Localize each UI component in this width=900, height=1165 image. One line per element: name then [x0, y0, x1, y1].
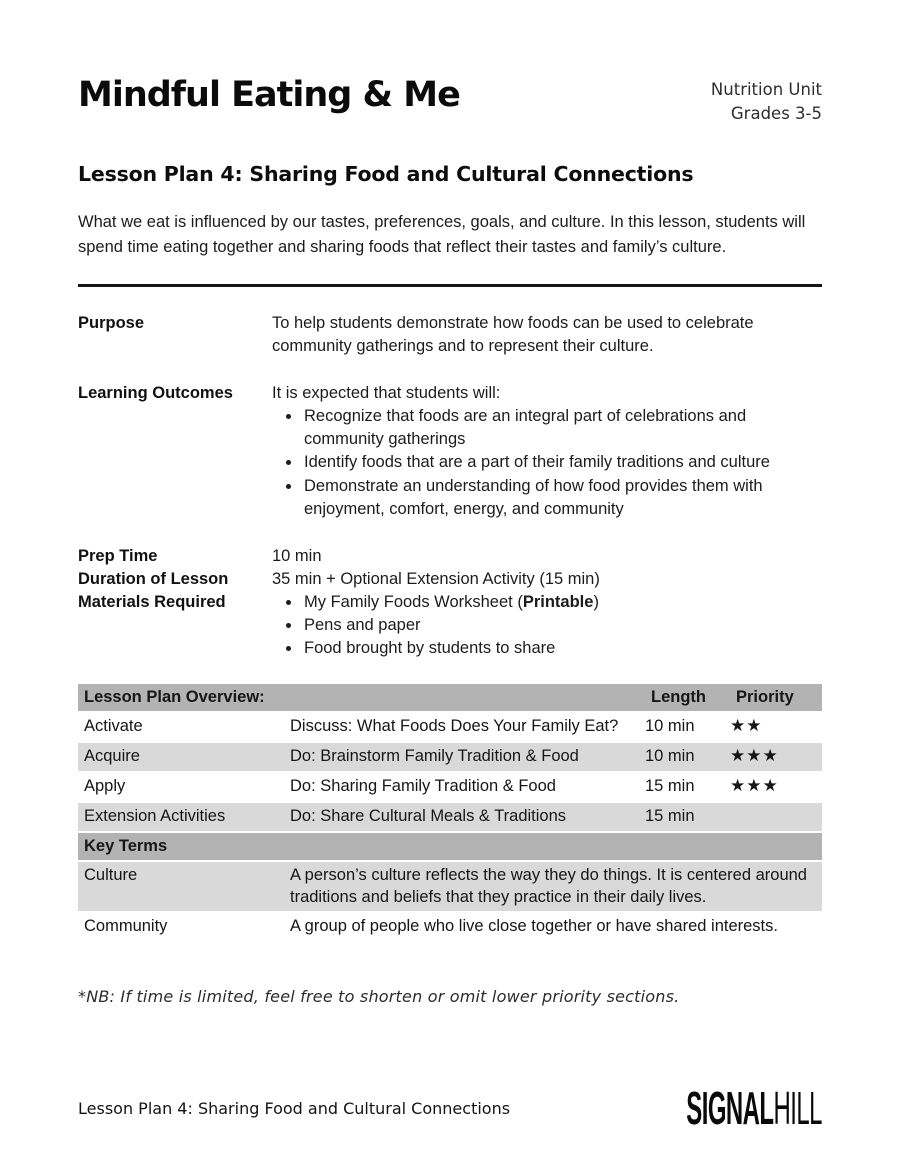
- divider: [78, 284, 822, 287]
- logo-text-signal: SIGNAL: [686, 1082, 774, 1134]
- key-terms-header-row: [78, 832, 822, 861]
- table-row: [78, 772, 822, 802]
- logo-text-hill: HILL: [773, 1082, 822, 1134]
- priority-stars: ★★: [730, 712, 822, 742]
- material-item-text: ): [593, 592, 599, 611]
- footer-title: Lesson Plan 4: Sharing Food and Cultural Connections: [78, 1098, 511, 1118]
- priority-stars: ★★★: [730, 772, 822, 802]
- activity-cell: Do: Share Cultural Meals & Traditions: [290, 802, 645, 831]
- outcome-item: • Identify foods that are a part of their family traditions and culture: [302, 451, 822, 474]
- outcomes-list: [272, 405, 822, 520]
- duration-row: [78, 568, 822, 591]
- material-item: [302, 591, 822, 614]
- grade-range: Grades 3-5: [730, 103, 822, 123]
- materials-value: [272, 591, 822, 660]
- prep-time-row: [78, 545, 822, 568]
- activity-cell: Discuss: What Foods Does Your Family Eat?: [290, 712, 645, 742]
- duration-value: 35 min + Optional Extension Activity (15 min): [272, 569, 600, 588]
- term-row: [78, 861, 822, 913]
- unit-name: Nutrition Unit: [710, 80, 822, 99]
- priority-stars: ★★★: [730, 742, 822, 772]
- table-header-row: [78, 684, 822, 712]
- length-cell: 15 min: [645, 802, 730, 831]
- activity-cell: Do: Brainstorm Family Tradition & Food: [290, 742, 645, 772]
- signal-hill-logo: [686, 1082, 822, 1134]
- unit-meta: [711, 76, 822, 126]
- length-cell: 10 min: [645, 712, 730, 742]
- definition-cell: A group of people who live close together or have shared interests.: [290, 912, 822, 941]
- length-cell: 10 min: [645, 742, 730, 772]
- definition-cell: A person’s culture reflects the way they do things. It is centered around traditions and beliefs that they practice in their daily lives.: [290, 861, 822, 913]
- nb-note: *NB: If time is limited, feel free to shorten or omit lower priority sections.: [78, 986, 680, 1006]
- doc-title: Mindful Eating & Me: [78, 75, 460, 115]
- purpose-label: Purpose: [78, 313, 145, 332]
- phase-cell: Activate: [78, 712, 290, 742]
- materials-label: Materials Required: [78, 592, 226, 611]
- term-row: [78, 912, 822, 941]
- masthead: [78, 76, 822, 126]
- priority-header: Priority: [730, 684, 822, 712]
- learning-outcomes-label: Learning Outcomes: [78, 384, 233, 403]
- materials-row: [78, 591, 822, 660]
- outcomes-intro: It is expected that students will:: [272, 384, 501, 403]
- phase-cell: Apply: [78, 772, 290, 802]
- material-item-text: My Family Foods Worksheet (: [304, 592, 523, 611]
- outcome-item: • Recognize that foods are an integral part of celebrations and community gatherings: [302, 405, 822, 451]
- length-cell: 15 min: [645, 772, 730, 802]
- term-cell: Community: [78, 912, 290, 941]
- page-footer: [78, 1082, 822, 1134]
- prep-time-value: 10 min: [272, 546, 322, 565]
- lesson-title: Lesson Plan 4: Sharing Food and Cultural Connections: [78, 161, 694, 186]
- term-cell: Culture: [78, 861, 290, 913]
- timing-rows: [78, 545, 822, 591]
- length-header: Length: [645, 684, 730, 712]
- priority-stars: [730, 802, 822, 831]
- purpose-row: [78, 312, 822, 358]
- lesson-overview-table: [78, 684, 822, 942]
- table-row: [78, 712, 822, 742]
- phase-cell: Extension Activities: [78, 802, 290, 831]
- details-section: [78, 312, 822, 660]
- prep-time-label: Prep Time: [78, 546, 158, 565]
- intro-paragraph: What we eat is influenced by our tastes, preferences, goals, and culture. In this lesson, students will spend time eating together and sharing foods that reflect their tastes and family’s culture.: [78, 212, 806, 257]
- materials-list: [272, 591, 822, 660]
- table-row: [78, 802, 822, 831]
- purpose-value: To help students demonstrate how foods can be used to celebrate community gatherings and to represent their culture.: [272, 313, 754, 356]
- activity-cell: Do: Sharing Family Tradition & Food: [290, 772, 645, 802]
- learning-outcomes-row: [78, 382, 822, 521]
- duration-label: Duration of Lesson: [78, 569, 229, 588]
- overview-header: Lesson Plan Overview:: [78, 684, 645, 712]
- material-item: • Food brought by students to share: [302, 637, 822, 660]
- key-terms-header: Key Terms: [78, 832, 822, 861]
- material-item: • Pens and paper: [302, 614, 822, 637]
- material-item-bold: Printable: [522, 592, 594, 611]
- outcome-item: • Demonstrate an understanding of how food provides them with enjoyment, comfort, energy, and community: [302, 475, 822, 521]
- table-row: [78, 742, 822, 772]
- learning-outcomes-value: [272, 382, 822, 521]
- phase-cell: Acquire: [78, 742, 290, 772]
